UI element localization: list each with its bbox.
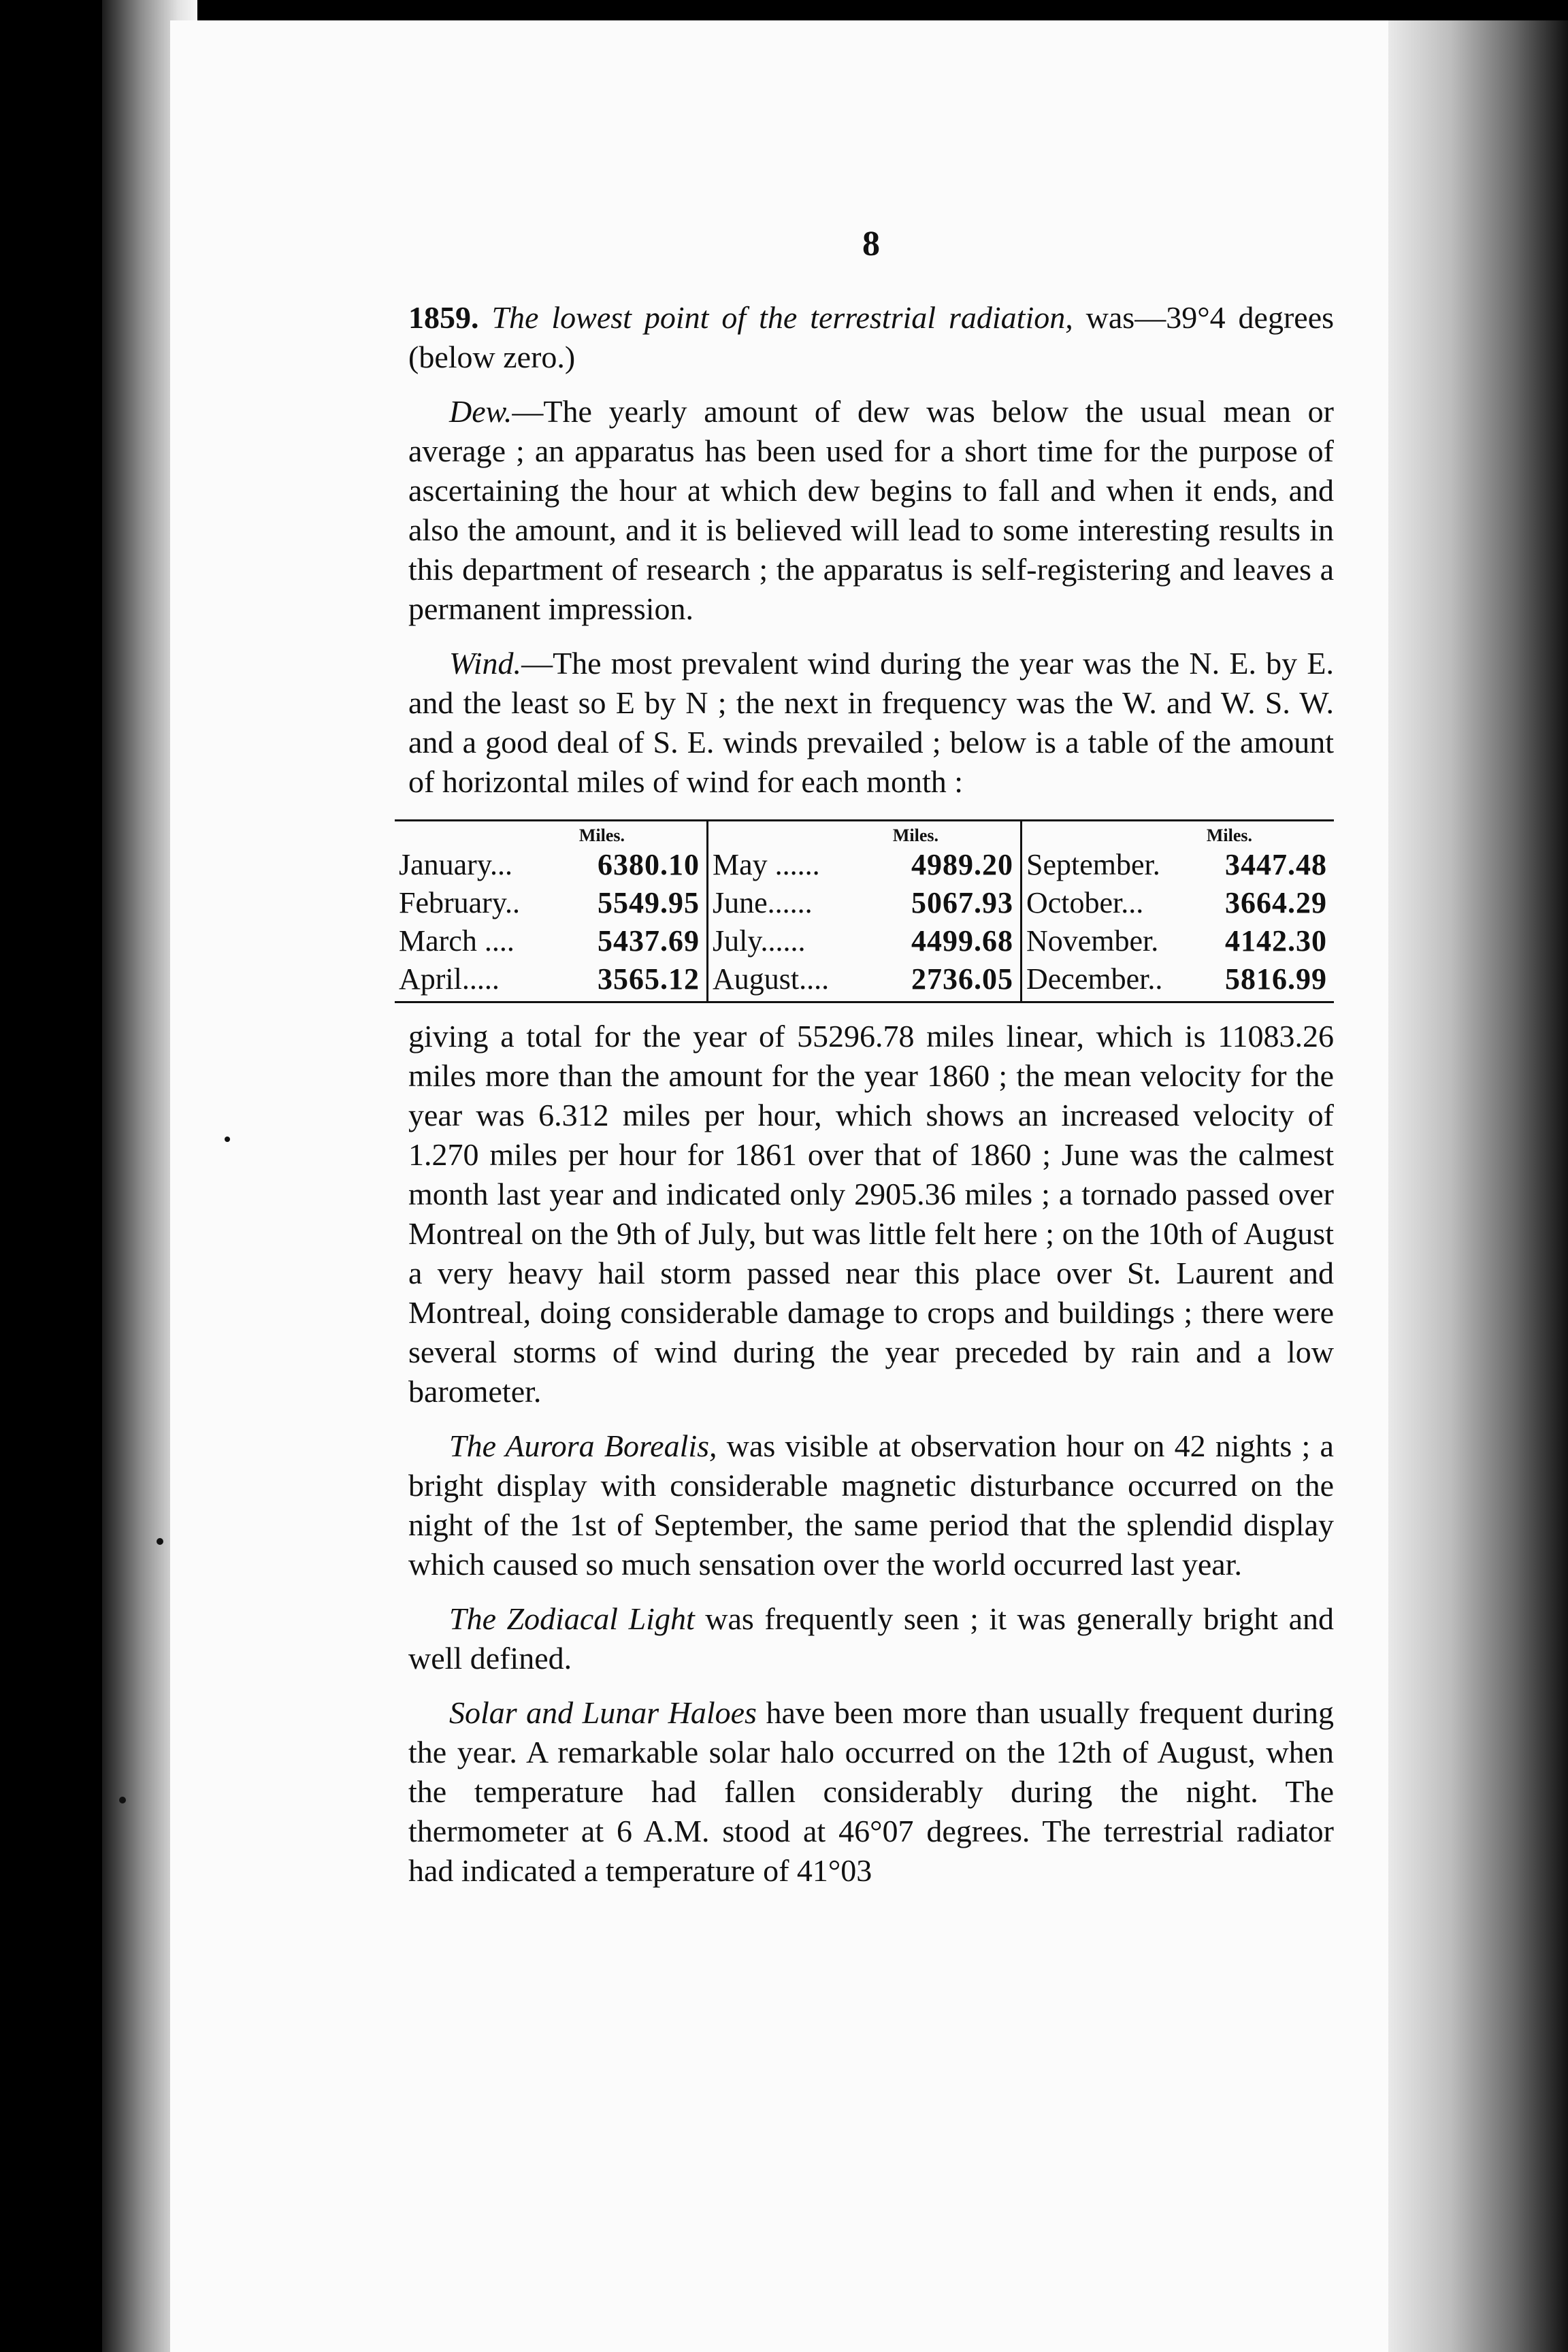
scan-speck: [157, 1538, 163, 1545]
page-number: 8: [862, 225, 880, 263]
table-row: [708, 884, 1020, 922]
month-cell: July......: [713, 924, 806, 958]
radiation-paragraph: [408, 298, 1334, 377]
aurora-heading: The Aurora Borealis,: [449, 1428, 717, 1463]
column-header: Miles.: [578, 826, 625, 845]
table-row: [1022, 884, 1334, 922]
aurora-paragraph: [408, 1426, 1334, 1584]
month-cell: June......: [713, 886, 813, 919]
haloes-paragraph: [408, 1693, 1334, 1891]
wind-heading: Wind.: [449, 646, 522, 681]
radiation-heading: The lowest point of the terrestrial radiation,: [491, 300, 1073, 335]
aurora-text: was visible at observation hour on 42 nights ; a bright display with considerable magnetic disturbance occurred on the night of the 1st of September, the same period that the splendid display which caused so much sensation over the world occurred last year.: [408, 1428, 1334, 1582]
miles-cell: 5067.93: [911, 886, 1013, 919]
month-cell: October...: [1026, 886, 1144, 919]
month-cell: March ....: [399, 924, 514, 958]
page-stack-edge: [1388, 20, 1568, 2352]
column-header: Miles.: [1206, 826, 1252, 845]
scan-speck: [225, 1137, 230, 1142]
page-content: [399, 204, 1335, 1906]
table-row: [395, 960, 706, 998]
table-row: [708, 922, 1020, 960]
miles-cell: 4499.68: [911, 924, 1013, 958]
wind-summary-paragraph: giving a total for the year of 55296.78 miles linear, which is 11083.26 miles more than the amount for the year 1860 ; the mean velocity for the year was 6.312 miles per hour, which shows an increased velocity of 1.270 miles per hour for 1861 over that of 1860 ; June was the calmest month last year and indicated only 2905.36 miles ; a tornado passed over Montreal on the 9th of July, but was little felt here ; on the 10th of August a very heavy hail storm passed near this place over St. Laurent and Montreal, doing considerable damage to crops and buildings ; there were several storms of wind during the year preceded by rain and a low barometer.: [408, 1019, 1334, 1409]
wind-text: —The most prevalent wind during the year was the N. E. by E. and the least so E by N ; the next in frequency was the W. and W. S. W. and a good deal of S. E. winds prevailed ; below is a table of the amount of horizontal miles of wind for each month :: [408, 646, 1334, 799]
miles-cell: 3565.12: [598, 962, 700, 996]
wind-table-column: [708, 821, 1022, 1001]
month-cell: February..: [399, 886, 520, 919]
column-header: Miles.: [892, 826, 938, 845]
scan-speck: [119, 1797, 126, 1803]
table-row: [395, 846, 706, 884]
table-row: [1022, 846, 1334, 884]
wind-table-column: [395, 821, 708, 1001]
miles-cell: 2736.05: [911, 962, 1013, 996]
dew-paragraph: [408, 392, 1334, 629]
miles-cell: 3664.29: [1225, 886, 1327, 919]
radiation-text: was—39°4 degrees (below zero.): [408, 300, 1335, 374]
month-cell: September.: [1026, 848, 1160, 881]
year-label: 1859.: [408, 300, 479, 335]
month-cell: August....: [713, 962, 830, 996]
zodiacal-heading: The Zodiacal Light: [449, 1601, 695, 1636]
wind-table: [395, 819, 1334, 1003]
dew-heading: Dew.: [449, 394, 512, 429]
haloes-text: have been more than usually frequent during the year. A remarkable solar halo occurred on the 12th of August, when the temperature had fallen considerably during the night. The thermometer at 6 A.M. stood at 46°07 degrees. The terrestrial radiator had indicated a temperature of 41°03: [408, 1695, 1335, 1888]
wind-table-column: [1022, 821, 1334, 1001]
table-row: [395, 884, 706, 922]
miles-cell: 5816.99: [1225, 962, 1327, 996]
table-row: [708, 846, 1020, 884]
miles-cell: 3447.48: [1225, 848, 1327, 881]
miles-cell: 5437.69: [598, 924, 700, 958]
table-row: [1022, 960, 1334, 998]
table-row: [708, 960, 1020, 998]
miles-cell: 5549.95: [598, 886, 700, 919]
table-row: [1022, 922, 1334, 960]
haloes-heading: Solar and Lunar Haloes: [449, 1695, 757, 1730]
month-cell: January...: [399, 848, 512, 881]
month-cell: May ......: [713, 848, 820, 881]
table-row: [395, 922, 706, 960]
miles-cell: 4142.30: [1225, 924, 1327, 958]
month-cell: April.....: [399, 962, 500, 996]
month-cell: November.: [1026, 924, 1159, 958]
zodiacal-text: was frequently seen ; it was generally bright and well defined.: [408, 1601, 1334, 1676]
month-cell: December..: [1026, 962, 1163, 996]
miles-cell: 6380.10: [598, 848, 700, 881]
dew-text: —The yearly amount of dew was below the usual mean or average ; an apparatus has been used for a short time for the purpose of ascertaining the hour at which dew begins to fall and when it ends, and also the amount, and it is believed will lead to some interesting results in this department of research ; the apparatus is self-registering and leaves a permanent impression.: [408, 394, 1334, 626]
zodiacal-paragraph: [408, 1599, 1334, 1678]
miles-cell: 4989.20: [911, 848, 1013, 881]
wind-paragraph: [408, 644, 1334, 802]
